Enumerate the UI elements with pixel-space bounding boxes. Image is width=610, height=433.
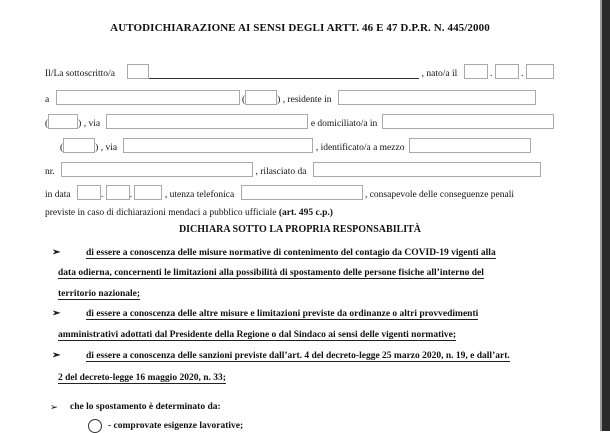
field-birth-year[interactable] <box>526 64 554 79</box>
paren-close: ) <box>277 95 281 105</box>
field-doc-issuer[interactable] <box>313 162 541 177</box>
paren-close: ) <box>78 119 82 129</box>
field-dom-province[interactable] <box>63 138 95 153</box>
penal-text: previste in caso di dichiarazioni mendaci a pubblico ufficiale <box>45 208 277 218</box>
bullet-3-line-2: 2 del decreto-legge 16 maggio 2020, n. 33; <box>58 373 226 383</box>
paren-open: ( <box>45 119 49 129</box>
row-birthplace <box>45 90 536 105</box>
penal-ref: (art. 495 c.p.) <box>278 208 333 218</box>
row-address <box>45 114 554 129</box>
label-utenza: , utenza telefonica <box>164 190 235 200</box>
bullet-3-line-1: di essere a conoscenza delle sanzioni previste dall’art. 4 del decreto-legge 25 marzo 2020, n. 19, e dall’art. <box>86 351 510 361</box>
declaration-heading: DICHIARA SOTTO LA PROPRIA RESPONSABILITÀ <box>178 224 422 235</box>
label-residente: , residente in <box>282 95 332 105</box>
field-doc-year[interactable] <box>134 185 162 200</box>
label-identificato: , identificato/a a mezzo <box>315 143 405 153</box>
movement-label: che lo spostamento è determinato da: <box>70 402 221 412</box>
field-dom-street[interactable] <box>123 138 313 153</box>
field-birth-province[interactable] <box>245 90 277 105</box>
bullet-arrow-icon: ➢ <box>52 308 61 319</box>
label-consapevole: , consapevole delle conseguenze penali <box>364 190 514 200</box>
field-name-prefix[interactable] <box>127 64 149 79</box>
label-via: , via <box>100 143 118 153</box>
label-in-data: in data <box>45 190 71 200</box>
document-title: AUTODICHIARAZIONE AI SENSI DEGLI ARTT. 46 E 47 D.P.R. N. 445/2000 <box>110 22 490 34</box>
label-domiciliato: e domiciliato/a in <box>310 119 378 129</box>
window-frame <box>602 0 610 431</box>
field-birth-day[interactable] <box>464 64 488 79</box>
field-res-province[interactable] <box>48 114 78 129</box>
label-via: , via <box>83 119 101 129</box>
row-document <box>45 162 541 177</box>
paren-open: ( <box>241 95 246 105</box>
bullet-arrow-icon: ➢ <box>52 247 61 258</box>
field-birth-month[interactable] <box>495 64 519 79</box>
field-phone[interactable] <box>241 185 363 200</box>
field-doc-month[interactable] <box>106 185 130 200</box>
label-nato: , nato/a il <box>421 69 458 79</box>
field-doc-day[interactable] <box>77 185 101 200</box>
row-date-phone: in data . . , utenza telefonica , consapevole delle conseguenze penali <box>45 185 514 200</box>
field-domicile[interactable] <box>382 114 554 129</box>
field-residence[interactable] <box>338 90 536 105</box>
row-name: Il/La sottoscritto/a , nato/a il . . <box>45 64 554 79</box>
row-penal-notice <box>45 208 333 218</box>
field-id-document[interactable] <box>409 138 531 153</box>
bullet-1-line-3: territorio nazionale; <box>58 289 141 299</box>
field-name[interactable] <box>149 67 419 79</box>
paren-open: ( <box>60 143 64 153</box>
bullet-2-line-2: amministrativi adottati dal Presidente della Regione o dal Sindaco ai sensi delle vigenti normative; <box>58 330 457 340</box>
field-res-street[interactable] <box>106 114 308 129</box>
label-sottoscritto: Il/La sottoscritto/a <box>45 69 115 79</box>
bullet-arrow-icon: ➢ <box>52 350 61 361</box>
bullet-2-line-1: di essere a conoscenza delle altre misure e limitazioni previste da ordinanze o altri provvedimenti <box>86 309 479 319</box>
field-birthplace[interactable] <box>56 90 240 105</box>
label-a: a <box>45 95 50 105</box>
bullet-1-line-1: di essere a conoscenza delle misure normative di contenimento del contagio da COVID-19 vigenti alla <box>86 248 496 258</box>
row-domicile-street <box>60 138 531 153</box>
paren-close: ) <box>95 143 99 153</box>
label-nr: nr. <box>45 167 55 177</box>
field-doc-number[interactable] <box>61 162 253 177</box>
movement-bullet-icon: ➢ <box>50 403 58 413</box>
label-rilasciato: , rilasciato da <box>255 167 307 177</box>
bullet-1-line-2: data odierna, concernenti le limitazioni alla possibilità di spostamento delle persone fisiche all’interno del <box>58 268 484 278</box>
option-work-label: - comprovate esigenze lavorative; <box>108 421 244 431</box>
